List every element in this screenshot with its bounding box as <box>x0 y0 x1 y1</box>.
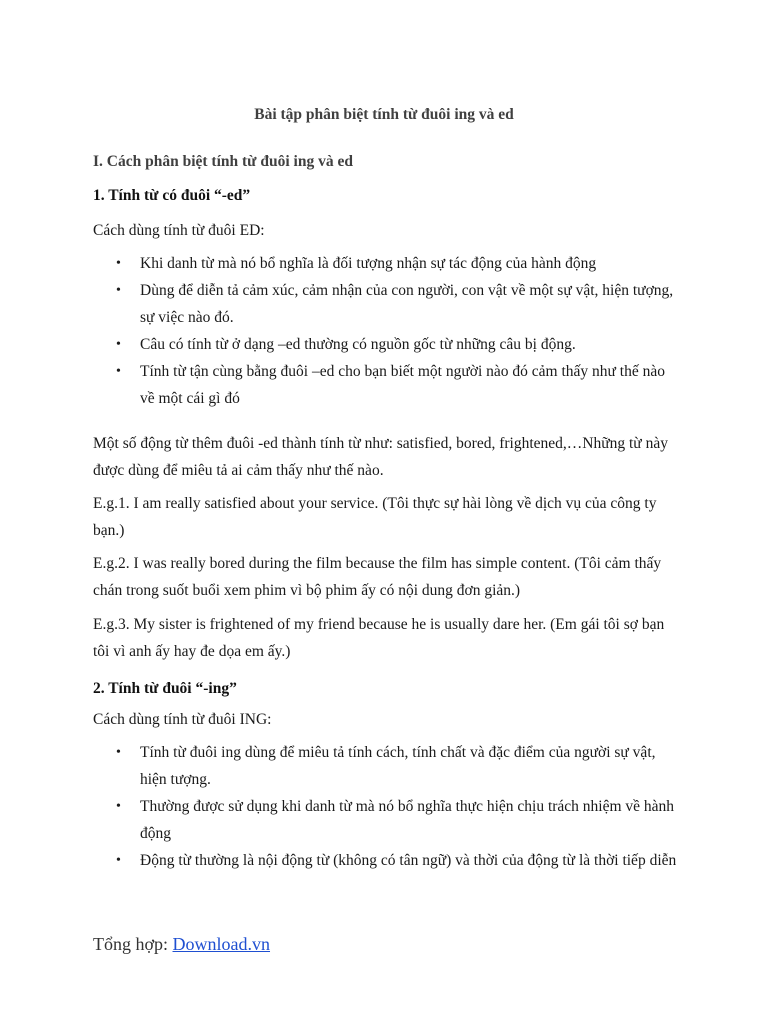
bullet-icon: • <box>116 364 121 379</box>
bullet-icon: • <box>116 799 121 814</box>
bullet-icon: • <box>116 337 121 352</box>
list-item: • Tính từ tận cùng bằng đuôi –ed cho bạn biết một người nào đó cảm thấy như thế nào về một cái gì đó <box>93 358 683 412</box>
section-heading: I. Cách phân biệt tính từ đuôi ing và ed <box>93 153 353 170</box>
ing-intro: Cách dùng tính từ đuôi ING: <box>93 711 272 728</box>
example-3: E.g.3. My sister is frightened of my friend because he is usually dare her. (Em gái tôi sợ bạn tôi vì anh ấy hay đe dọa em ấy.) <box>93 616 665 660</box>
list-item: • Thường được sử dụng khi danh từ mà nó bổ nghĩa thực hiện chịu trách nhiệm về hành động <box>93 793 683 847</box>
document-title: Bài tập phân biệt tính từ đuôi ing và ed <box>254 106 514 123</box>
list-item: • Khi danh từ mà nó bổ nghĩa là đối tượng nhận sự tác động của hành động <box>93 250 683 277</box>
footer-label: Tổng hợp: <box>93 934 173 954</box>
bullet-icon: • <box>116 745 121 760</box>
example-2: E.g.2. I was really bored during the film because the film has simple content. (Tôi cảm thấy chán trong suốt buổi xem phim vì bộ phim ấy có nội dung đơn giản.) <box>93 555 662 599</box>
ing-bullet-list <box>93 739 683 874</box>
list-item: • Động từ thường là nội động từ (không có tân ngữ) và thời của động từ là thời tiếp diễn <box>93 847 683 874</box>
ed-bullet-list <box>93 250 683 412</box>
list-item: • Dùng để diễn tả cảm xúc, cảm nhận của con người, con vật về một sự vật, hiện tượng, sự việc nào đó. <box>93 277 683 331</box>
bullet-icon: • <box>116 283 121 298</box>
download-link[interactable]: Download.vn <box>172 934 271 954</box>
ed-paragraph: Một số động từ thêm đuôi -ed thành tính từ như: satisfied, bored, frightened,…Những từ này được dùng để miêu tả ai cảm thấy như thế nào. <box>93 435 668 479</box>
subheading-ing: 2. Tính từ đuôi “-ing” <box>93 680 237 697</box>
list-item: • Câu có tính từ ở dạng –ed thường có nguồn gốc từ những câu bị động. <box>93 331 683 358</box>
example-1: E.g.1. I am really satisfied about your service. (Tôi thực sự hài lòng về dịch vụ của công ty bạn.) <box>93 495 657 539</box>
ed-intro: Cách dùng tính từ đuôi ED: <box>93 222 265 239</box>
bullet-icon: • <box>116 256 121 271</box>
bullet-icon: • <box>116 853 121 868</box>
list-item: • Tính từ đuôi ing dùng để miêu tả tính cách, tính chất và đặc điểm của người sự vật, hiện tượng. <box>93 739 683 793</box>
subheading-ed: 1. Tính từ có đuôi “-ed” <box>93 187 251 204</box>
footer <box>93 934 270 955</box>
